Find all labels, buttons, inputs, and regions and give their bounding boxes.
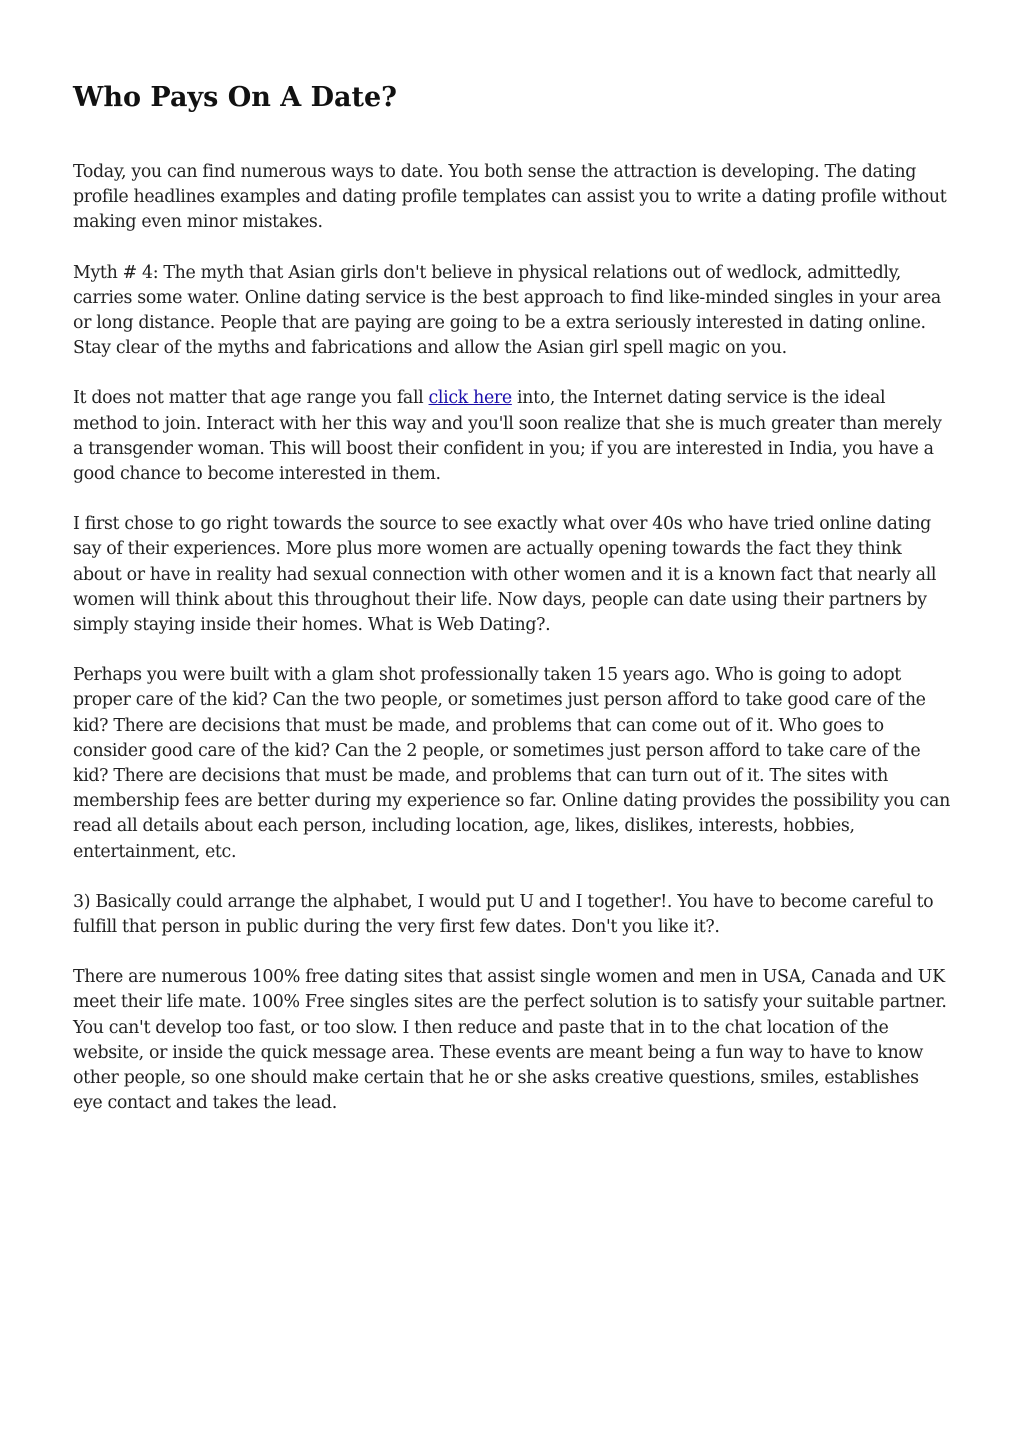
paragraph-source: I first chose to go right towards the source to see exactly what over 40s who have tried online dating say of their experiences. More plus more women are actually opening towards the fact they think about or have in reality had sexual connection with other women and it is a known fact that nearly all women will think about this throughout their life. Now days, people can date using their partners by simply staying inside their homes. What is Web Dating?. (73, 514, 937, 636)
paragraph-myth: Myth # 4: The myth that Asian girls don't believe in physical relations out of wedlock, admittedly, carries some water. Online dating service is the best approach to find like-minded singles in your area or long distance. People that are paying are going to be a extra seriously interested in dating online. Stay clear of the myths and fabrications and allow the Asian girl spell magic on you. (73, 262, 941, 359)
paragraph-text-before-link: It does not matter that age range you fall (73, 388, 429, 409)
paragraph-free-sites: There are numerous 100% free dating sites that assist single women and men in USA, Canada and UK meet their life mate. 100% Free singles sites are the perfect solution is to satisfy your suitable partner. You can't develop too fast, or too slow. I then reduce and paste that in to the chat location of the website, or inside the quick message area. These events are meant being a fun way to have to know other people, so one should make certain that he or she asks creative questions, smiles, establishes eye contact and takes the lead. (73, 967, 947, 1114)
page-title: Who Pays On A Date? (73, 82, 397, 113)
paragraph-alphabet: 3) Basically could arrange the alphabet, I would put U and I together!. You have to become careful to fulfill that person in public during the very first few dates. Don't you like it?. (73, 891, 934, 938)
paragraph-intro: Today, you can find numerous ways to date. You both sense the attraction is developing. The dating profile headlines examples and dating profile templates can assist you to write a dating profile without making even minor mistakes. (73, 162, 947, 233)
paragraph-glam-shot: Perhaps you were built with a glam shot professionally taken 15 years ago. Who is going to adopt proper care of the kid? Can the two people, or sometimes just person afford to take good care of the kid? There are decisions that must be made, and problems that can come out of it. Who goes to consider good care of the kid? Can the 2 people, or sometimes just person afford to take care of the kid? There are decisions that must be made, and problems that can turn out of it. The sites with membership fees are better during my experience so far. Online dating provides the possibility you can read all details about each person, including location, age, likes, dislikes, interests, hobbies, entertainment, etc. (73, 665, 950, 862)
paragraph-age-range (73, 386, 953, 487)
paragraph-text-after-link: into, the Internet dating service is the ideal method to join. Interact with her this way and you'll soon realize that she is much greater than merely a transgender woman. This will boost their confident in you; if you are interested in India, you have a good chance to become interested in them. (73, 388, 942, 485)
click-here-link[interactable]: click here (428, 388, 512, 409)
document-page (73, 78, 953, 1142)
